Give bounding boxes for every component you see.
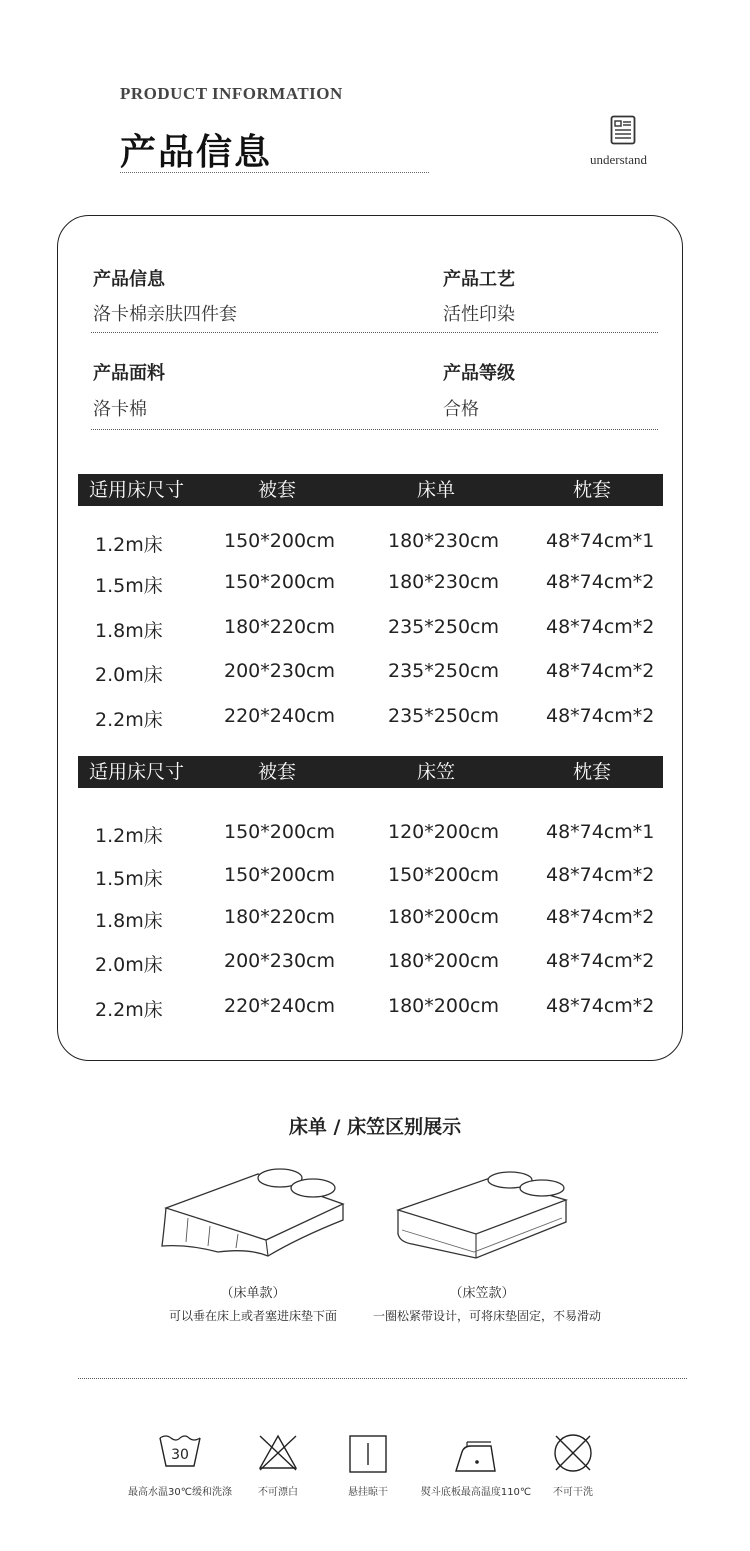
cell-sheet: 150*200cm xyxy=(388,864,499,886)
cell-bed-size: 1.2m床 xyxy=(95,534,163,556)
cell-pillowcase: 48*74cm*2 xyxy=(546,995,655,1017)
no-dryclean-icon xyxy=(552,1432,594,1478)
cell-sheet: 180*230cm xyxy=(388,530,499,552)
th-duvet: 被套 xyxy=(258,479,297,501)
cell-duvet: 220*240cm xyxy=(224,995,335,1017)
cell-duvet: 200*230cm xyxy=(224,950,335,972)
info-label-fabric: 产品面料 xyxy=(93,363,165,384)
table-row xyxy=(0,906,750,932)
english-title: PRODUCT INFORMATION xyxy=(120,84,343,103)
fitted-sheet-bed-icon xyxy=(392,1160,572,1264)
cell-sheet: 235*250cm xyxy=(388,705,499,727)
cell-pillowcase: 48*74cm*2 xyxy=(546,571,655,593)
no-bleach-icon xyxy=(257,1432,299,1476)
cell-duvet: 150*200cm xyxy=(224,864,335,886)
fitted-style-desc: 一圈松紧带设计，可将床垫固定，不易滑动 xyxy=(372,1309,601,1323)
info-value-product: 洛卡棉亲肤四件套 xyxy=(93,304,237,325)
cell-pillowcase: 48*74cm*2 xyxy=(546,616,655,638)
table-row xyxy=(0,995,750,1021)
cell-pillowcase: 48*74cm*2 xyxy=(546,705,655,727)
info-label-craft: 产品工艺 xyxy=(443,269,515,290)
cell-duvet: 180*220cm xyxy=(224,906,335,928)
table-row xyxy=(0,530,750,556)
cell-duvet: 150*200cm xyxy=(224,821,335,843)
cell-bed-size: 1.8m床 xyxy=(95,910,163,932)
cell-sheet: 235*250cm xyxy=(388,660,499,682)
comparison-title: 床单 / 床笠区别展示 xyxy=(288,1116,462,1138)
cell-sheet: 180*200cm xyxy=(388,950,499,972)
table-header-2 xyxy=(78,756,663,788)
th-fitted-sheet: 床笠 xyxy=(417,761,456,783)
table-row xyxy=(0,660,750,686)
cell-duvet: 180*220cm xyxy=(224,616,335,638)
cell-bed-size: 1.8m床 xyxy=(95,620,163,642)
table-row xyxy=(0,864,750,890)
th-sheet: 床单 xyxy=(417,479,456,501)
hang-dry-icon xyxy=(348,1434,388,1478)
cell-pillowcase: 48*74cm*1 xyxy=(546,821,655,843)
cell-duvet: 150*200cm xyxy=(224,530,335,552)
th-bed-size: 适用床尺寸 xyxy=(89,761,185,783)
cell-bed-size: 1.2m床 xyxy=(95,825,163,847)
cell-duvet: 150*200cm xyxy=(224,571,335,593)
cell-sheet: 120*200cm xyxy=(388,821,499,843)
th-bed-size: 适用床尺寸 xyxy=(89,479,185,501)
cell-bed-size: 1.5m床 xyxy=(95,868,163,890)
cell-pillowcase: 48*74cm*2 xyxy=(546,906,655,928)
care-label-bleach: 不可漂白 xyxy=(258,1487,298,1498)
section-divider xyxy=(78,1378,687,1379)
table-row xyxy=(0,616,750,642)
cell-pillowcase: 48*74cm*1 xyxy=(546,530,655,552)
info-value-craft: 活性印染 xyxy=(443,304,515,325)
table-row xyxy=(0,950,750,976)
info-label-product: 产品信息 xyxy=(93,269,165,290)
cell-sheet: 180*230cm xyxy=(388,571,499,593)
page-title: 产品信息 xyxy=(120,132,273,173)
cell-bed-size: 2.0m床 xyxy=(95,664,163,686)
wash-temp-number: 30 xyxy=(171,1447,189,1463)
table-row xyxy=(0,821,750,847)
table-header-1 xyxy=(78,474,663,506)
document-icon xyxy=(610,115,636,149)
cell-pillowcase: 48*74cm*2 xyxy=(546,864,655,886)
th-pillowcase: 枕套 xyxy=(573,479,612,501)
iron-110-icon xyxy=(453,1440,499,1478)
cell-bed-size: 1.5m床 xyxy=(95,575,163,597)
info-divider xyxy=(91,332,658,333)
sheet-style-label: （床单款） xyxy=(220,1286,286,1301)
cell-bed-size: 2.2m床 xyxy=(95,709,163,731)
sheet-style-desc: 可以垂在床上或者塞进床垫下面 xyxy=(168,1309,337,1323)
care-label-wash: 最高水温30℃缓和洗涤 xyxy=(128,1487,232,1498)
cell-pillowcase: 48*74cm*2 xyxy=(546,660,655,682)
flat-sheet-bed-icon xyxy=(158,1160,348,1264)
info-value-grade: 合格 xyxy=(443,399,479,420)
cell-sheet: 180*200cm xyxy=(388,995,499,1017)
care-label-iron: 熨斗底板最高温度110℃ xyxy=(420,1487,532,1498)
cell-sheet: 235*250cm xyxy=(388,616,499,638)
th-pillowcase: 枕套 xyxy=(573,761,612,783)
wash-30-icon xyxy=(158,1432,202,1474)
cell-bed-size: 2.0m床 xyxy=(95,954,163,976)
cell-sheet: 180*200cm xyxy=(388,906,499,928)
table-row xyxy=(0,705,750,731)
cell-pillowcase: 48*74cm*2 xyxy=(546,950,655,972)
cell-bed-size: 2.2m床 xyxy=(95,999,163,1021)
fitted-style-label: （床笠款） xyxy=(449,1286,515,1301)
title-underline xyxy=(120,172,429,173)
th-duvet: 被套 xyxy=(258,761,297,783)
care-label-dryclean: 不可干洗 xyxy=(553,1487,593,1498)
understand-label: understand xyxy=(590,152,648,167)
info-value-fabric: 洛卡棉 xyxy=(93,399,147,420)
care-label-hang: 悬挂晾干 xyxy=(348,1487,388,1498)
cell-duvet: 220*240cm xyxy=(224,705,335,727)
cell-duvet: 200*230cm xyxy=(224,660,335,682)
table-row xyxy=(0,571,750,597)
info-divider xyxy=(91,429,658,430)
info-label-grade: 产品等级 xyxy=(443,363,515,384)
